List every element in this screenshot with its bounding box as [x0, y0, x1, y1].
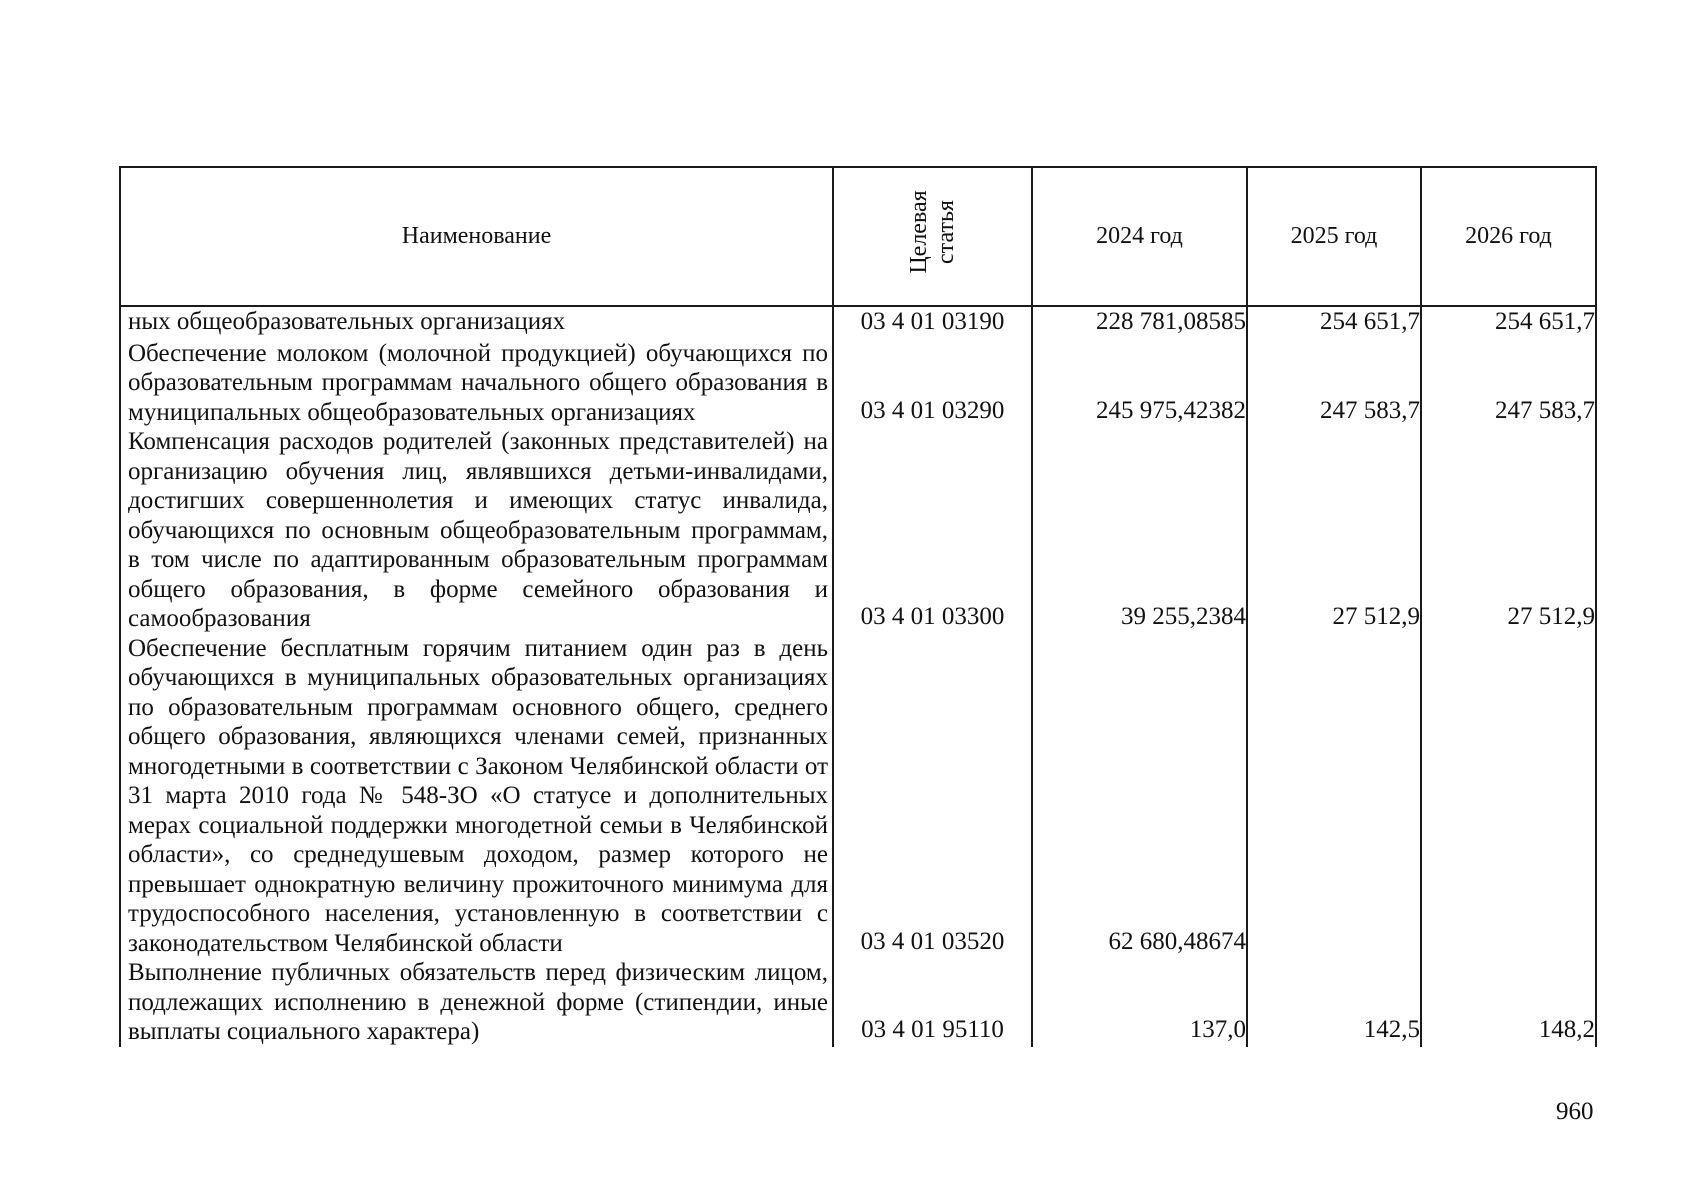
header-name: Наименование	[120, 167, 833, 306]
row-code: 03 4 01 03190	[833, 306, 1032, 339]
header-target-article	[833, 167, 1032, 306]
table-header	[120, 167, 1596, 306]
row-value-2025: 142,5	[1247, 958, 1421, 1047]
row-code: 03 4 01 95110	[833, 958, 1032, 1047]
budget-table	[119, 166, 1597, 1047]
table-row	[120, 427, 1596, 634]
table-body	[120, 306, 1596, 1047]
header-year-2024: 2024 год	[1032, 167, 1247, 306]
header-target-article-wrap	[903, 172, 963, 292]
row-value-2026: 27 512,9	[1421, 427, 1596, 634]
row-value-2025: 254 651,7	[1247, 306, 1421, 339]
page-number: 960	[1556, 1098, 1594, 1125]
header-year-2026: 2026 год	[1421, 167, 1596, 306]
header-code-line1: Целевая	[905, 190, 932, 274]
row-value-2025	[1247, 634, 1421, 959]
row-name: Обеспечение молоком (молочной продукцией) обучающихся по образовательным программам начального общего образования в муниципальных общеобразовательных организациях	[120, 339, 833, 428]
row-value-2026	[1421, 634, 1596, 959]
header-year-2025: 2025 год	[1247, 167, 1421, 306]
row-name: Компенсация расходов родителей (законных представителей) на организацию обучения лиц, являвшихся детьми-инвалидами, достигших совершеннолетия и имеющих статус инвалида, обучающихся по основным общеобразовательным программам, в том числе по адаптированным образовательным программам общего образования, в форме семейного образования и самообразования	[120, 427, 833, 634]
header-row	[120, 167, 1596, 306]
header-target-article-text	[906, 191, 960, 274]
row-code: 03 4 01 03520	[833, 634, 1032, 959]
row-value-2024: 137,0	[1032, 958, 1247, 1047]
row-value-2026: 254 651,7	[1421, 306, 1596, 339]
row-value-2024: 228 781,08585	[1032, 306, 1247, 339]
row-code: 03 4 01 03290	[833, 339, 1032, 428]
table-row	[120, 339, 1596, 428]
row-name: ных общеобразовательных организациях	[120, 306, 833, 339]
row-value-2025: 247 583,7	[1247, 339, 1421, 428]
row-value-2026: 247 583,7	[1421, 339, 1596, 428]
row-value-2026: 148,2	[1421, 958, 1596, 1047]
row-value-2025: 27 512,9	[1247, 427, 1421, 634]
header-code-line2: статья	[932, 200, 959, 265]
table-row	[120, 306, 1596, 339]
row-value-2024: 39 255,2384	[1032, 427, 1247, 634]
table-row	[120, 634, 1596, 959]
row-name: Выполнение публичных обязательств перед физическим лицом, подлежащих исполнению в денежной форме (стипендии, иные выплаты социального характера)	[120, 958, 833, 1047]
row-name: Обеспечение бесплатным горячим питанием один раз в день обучающихся в муниципальных образовательных организациях по образовательным программам основного общего, среднего общего образования, являющихся членами семей, признанных многодетными в соответствии с Законом Челябинской области от 31 марта 2010 года № 548-ЗО «О статусе и дополнительных мерах социальной поддержки многодетной семьи в Челябинской области», со среднедушевым доходом, размер которого не превышает однократную величину прожиточного минимума для трудоспособного населения, установленную в соответствии с законодательством Челябинской области	[120, 634, 833, 959]
row-value-2024: 245 975,42382	[1032, 339, 1247, 428]
table-row	[120, 958, 1596, 1047]
row-value-2024: 62 680,48674	[1032, 634, 1247, 959]
row-code: 03 4 01 03300	[833, 427, 1032, 634]
